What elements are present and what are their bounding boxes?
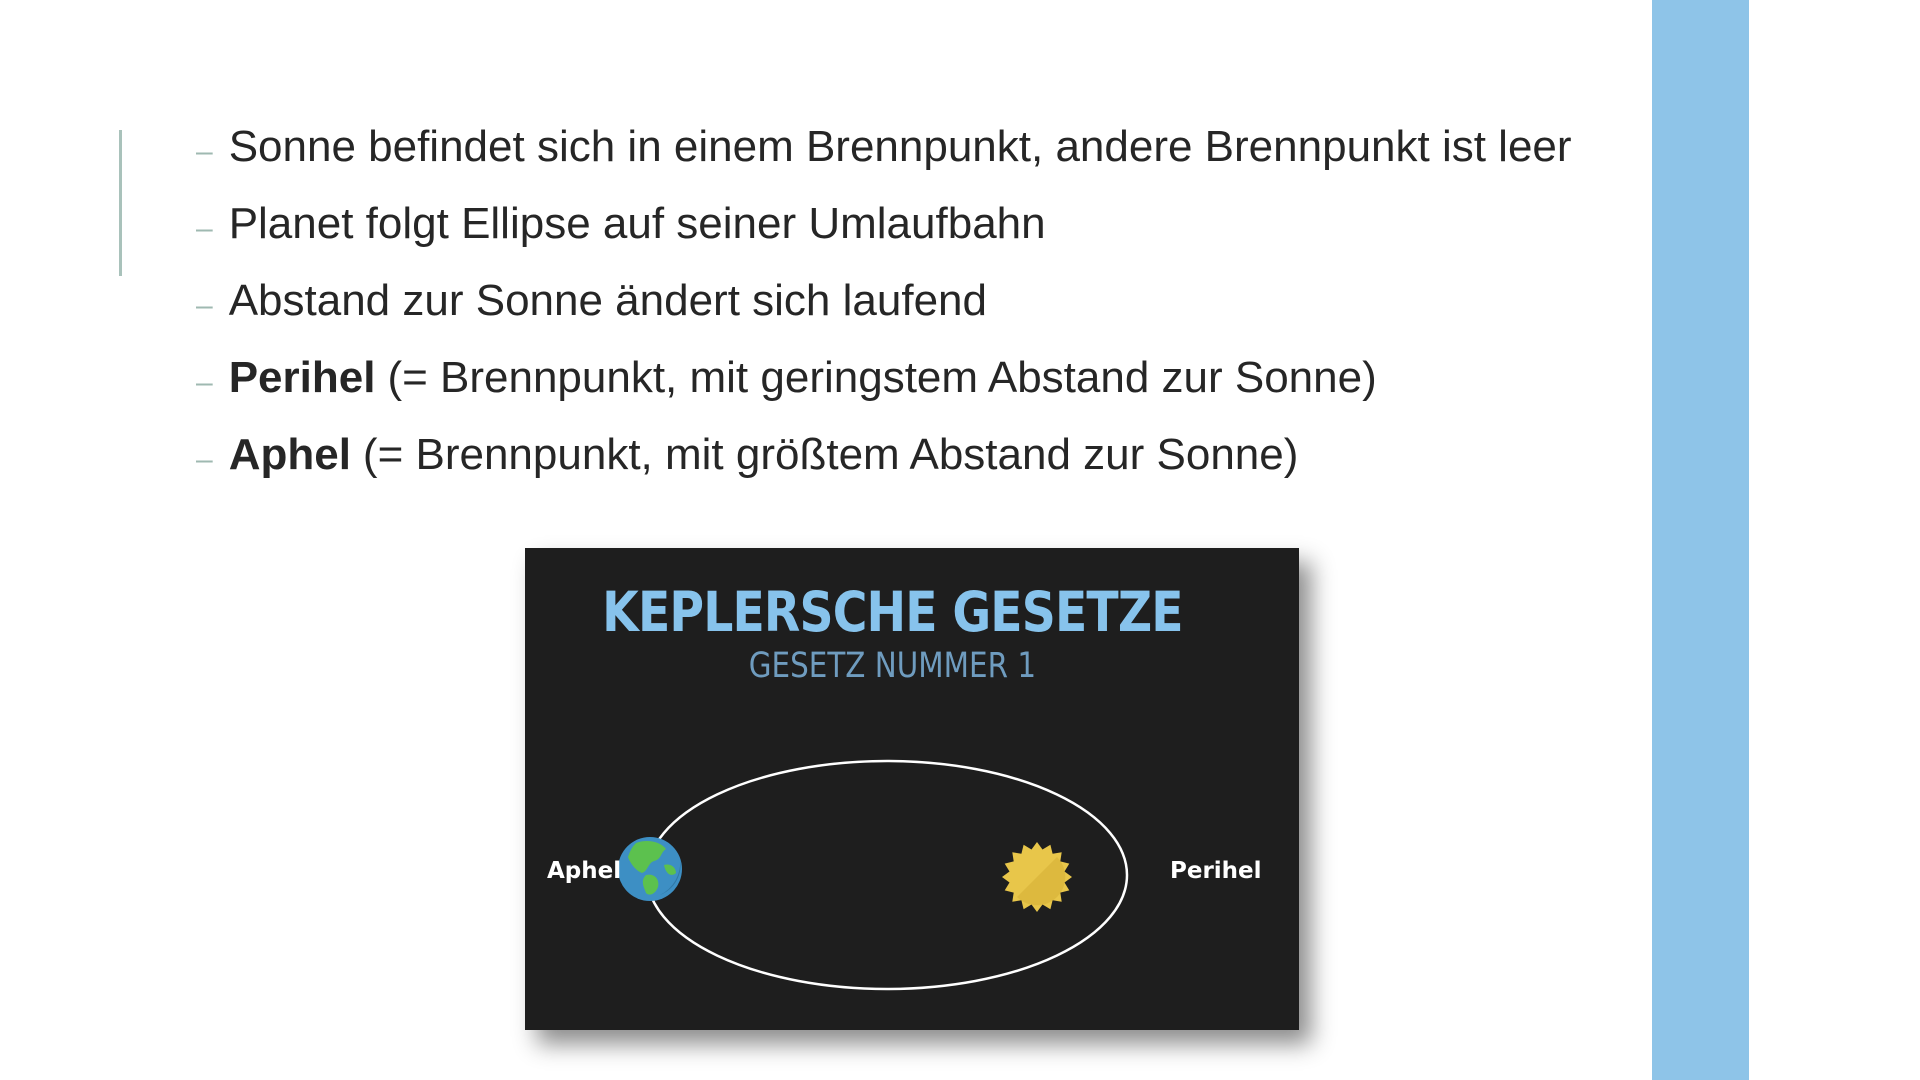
bullet-dash: –: [196, 289, 213, 322]
aphel-label: Aphel: [547, 858, 622, 884]
earth-icon: [618, 837, 682, 901]
kepler-figure: [525, 548, 1299, 1030]
bullet-item: [196, 122, 1572, 199]
bullet-term: Perihel: [228, 353, 376, 402]
bullet-dash: –: [196, 135, 213, 168]
bullet-list: [196, 122, 1572, 507]
side-stripe: [1652, 0, 1749, 1080]
orbit-diagram: [525, 548, 1299, 1030]
bullet-dash: –: [196, 366, 213, 399]
accent-line: [119, 130, 122, 276]
sun-icon: [1002, 842, 1072, 912]
bullet-text: (= Brennpunkt, mit größtem Abstand zur Sonne): [362, 430, 1299, 479]
bullet-item: [196, 430, 1572, 507]
bullet-term: Aphel: [228, 430, 351, 479]
bullet-item: [196, 276, 1572, 353]
bullet-item: [196, 353, 1572, 430]
bullet-dash: –: [196, 212, 213, 245]
figure-title: KEPLERSCHE GESETZE: [602, 580, 1183, 644]
figure-subtitle: GESETZ NUMMER 1: [748, 646, 1037, 686]
bullet-text: Abstand zur Sonne ändert sich laufend: [228, 276, 987, 325]
bullet-text: (= Brennpunkt, mit geringstem Abstand zur Sonne): [387, 353, 1377, 402]
bullet-text: Planet folgt Ellipse auf seiner Umlaufbahn: [228, 199, 1046, 248]
perihel-label: Perihel: [1170, 858, 1262, 884]
bullet-dash: –: [196, 443, 213, 476]
bullet-item: [196, 199, 1572, 276]
bullet-text: Sonne befindet sich in einem Brennpunkt, andere Brennpunkt ist leer: [228, 122, 1572, 171]
